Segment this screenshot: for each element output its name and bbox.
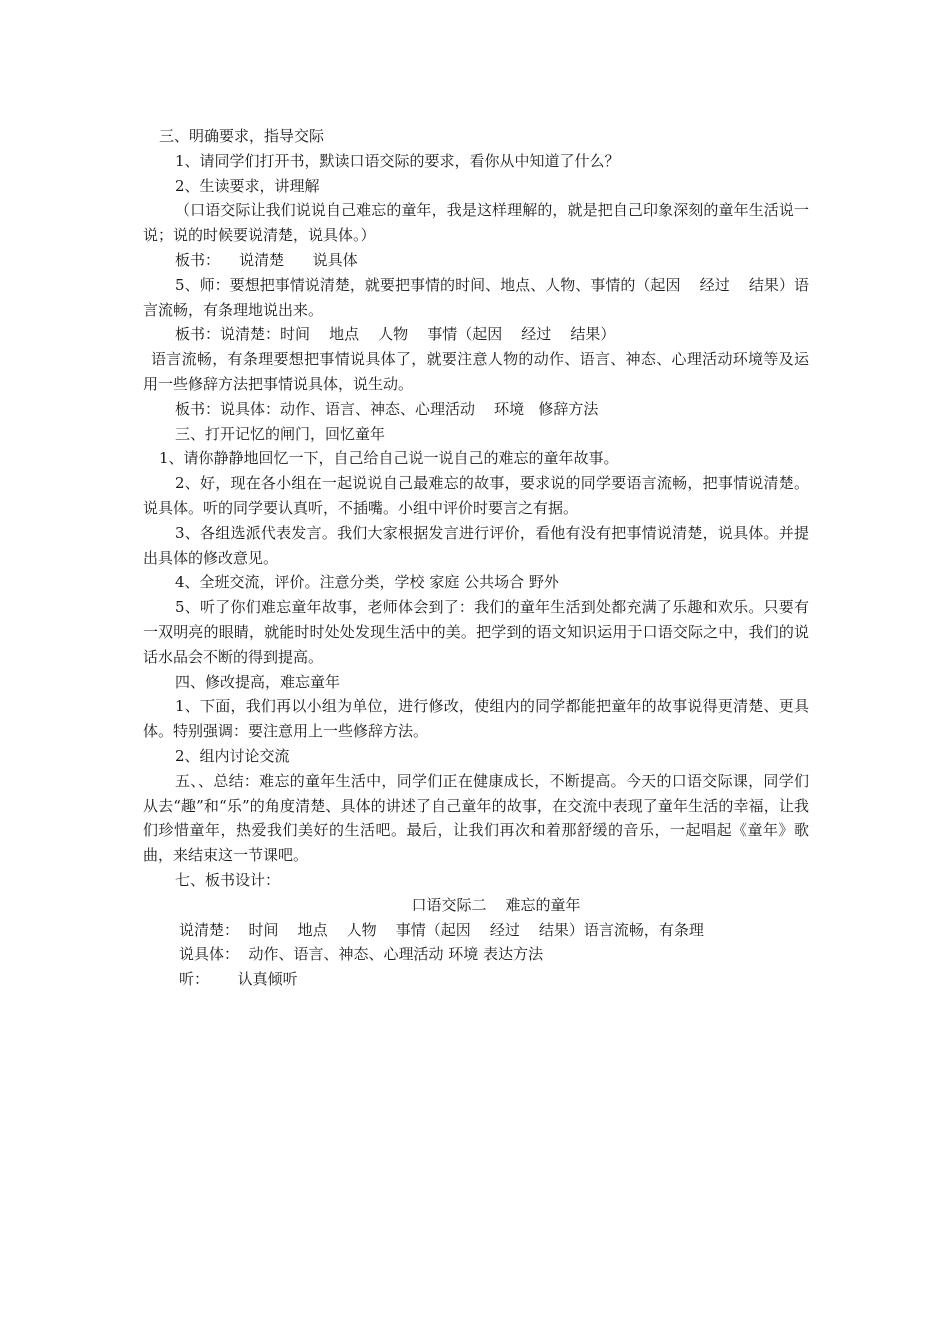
section-heading: 三、明确要求，指导交际 — [159, 127, 325, 145]
paragraph: 1、请你静静地回忆一下，自己给自己说一说自己的难忘的童年故事。 — [159, 449, 619, 468]
paragraph: 3、各组选派代表发言。我们大家根据发言进行评价，看他有没有把事情说清楚，说具体。并提出具体的修改意见。 — [143, 523, 809, 567]
paragraph: （口语交际让我们说说自己难忘的童年，我是这样理解的，就是把自己印象深刻的童年生活说一说；说的时候要说清楚，说具体。） — [143, 201, 809, 245]
paragraph: 5、师：要想把事情说清楚，就要把事情的时间、地点、人物、事情的（起因 经过 结果）语言流畅，有条理地说出来。 — [143, 275, 809, 319]
document-body — [143, 124, 809, 992]
paragraph: 板书： 说清楚 说具体 — [175, 250, 358, 269]
paragraph: 1、下面，我们再以小组为单位，进行修改，使组内的同学都能把童年的故事说得更清楚、更具体。特别强调：要注意用上一些修辞方法。 — [143, 697, 809, 741]
board-title: 口语交际二 难忘的童年 — [411, 895, 581, 914]
board-line-listen: 听： 认真倾听 — [179, 970, 298, 989]
paragraph: 5、听了你们难忘童年故事，老师体会到了：我们的童年生活到处都充满了乐趣和欢乐。只要有一双明亮的眼睛，就能时时处处发现生活中的美。把学到的语文知识运用于口语交际之中，我们的说话水品会不断的得到提高。 — [143, 598, 809, 666]
board-line-specific: 说具体： 动作、语言、神态、心理活动 环境 表达方法 — [179, 945, 544, 964]
paragraph: 板书：说具体：动作、语言、神态、心理活动 环境 修辞方法 — [175, 399, 599, 418]
paragraph: 2、组内讨论交流 — [175, 746, 290, 765]
paragraph: 2、生读要求，讲理解 — [175, 176, 320, 195]
paragraph: 4、全班交流，评价。注意分类，学校 家庭 公共场合 野外 — [175, 573, 559, 592]
section-heading: 三、打开记忆的闸门，回忆童年 — [175, 424, 386, 443]
paragraph: 五、、总结：难忘的童年生活中，同学们正在健康成长，不断提高。今天的口语交际课，同学们从去“趣”和“乐”的角度清楚、具体的讲述了自己童年的故事，在交流中表现了童年生活的幸福，让我们珍惜童年，热爱我们美好的生活吧。最后，让我们再次和着那舒缓的音乐，一起唱起《童年》歌曲，来结束这一节课吧。 — [143, 771, 809, 865]
paragraph: 板书：说清楚：时间 地点 人物 事情（起因 经过 结果） — [175, 325, 616, 344]
paragraph: 语言流畅，有条理要想把事情说具体了，就要注意人物的动作、语言、神态、心理活动环境等及运用一些修辞方法把事情说具体，说生动。 — [143, 350, 809, 393]
section-heading: 四、修改提高，难忘童年 — [175, 672, 341, 691]
paragraph: 2、好，现在各小组在一起说说自己最难忘的故事，要求说的同学要语言流畅，把事情说清楚。说具体。听的同学要认真听，不插嘴。小组中评价时要言之有据。 — [143, 474, 809, 517]
paragraph: 1、请同学们打开书，默读口语交际的要求，看你从中知道了什么？ — [175, 151, 620, 170]
board-line-clear: 说清楚： 时间 地点 人物 事情（起因 经过 结果）语言流畅，有条理 — [179, 920, 704, 939]
section-heading: 七、板书设计： — [175, 870, 281, 889]
